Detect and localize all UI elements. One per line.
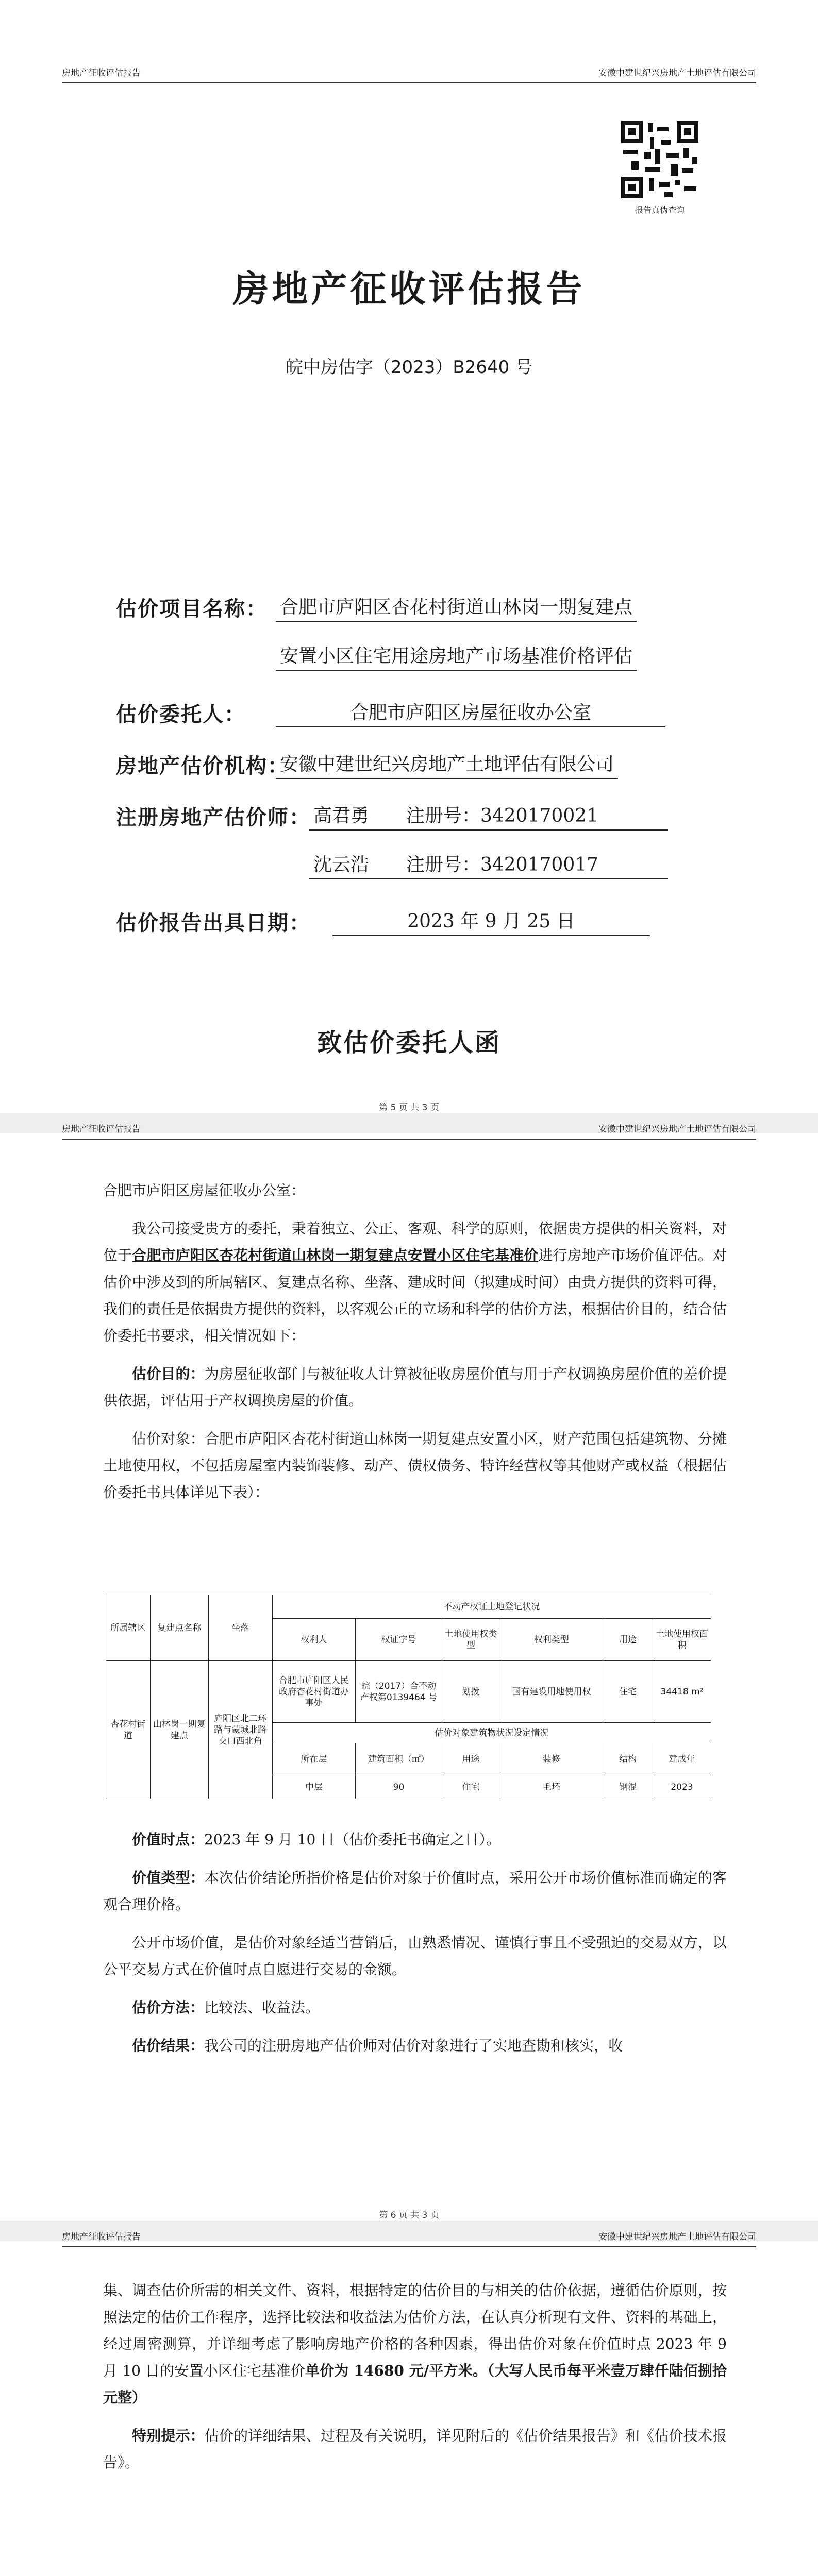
th-location: 坐落 [208,1595,272,1661]
intro-text-a: 我公司接受贵方的委托，秉着独立、公正、客观、科学的原则，依据贵方提供的相关资料，对位于 [103,1220,727,1264]
letter-body-1 [103,1177,727,1506]
running-header-2 [62,1118,756,1140]
paragraph-intro [103,1215,727,1349]
result-unit-price: 单价为 14680 元/平方米 [305,2362,473,2379]
th-floor: 所在层 [272,1743,356,1775]
paragraph-method [103,1994,727,2021]
report-number: 皖中房估字（2023）B2640 号 [285,357,533,378]
paragraph-special [103,2422,727,2476]
td-owner: 合肥市庐阳区人民政府杏花村街道办事处 [272,1661,356,1723]
result-capital: 。（大写人民币每平米壹万肆仟陆佰捌拾元整） [103,2362,727,2406]
result-label: 估价结果： [132,2037,205,2054]
estimate-object-table [106,1595,711,1799]
appraiser-label: 注册房地产估价师： [116,806,311,829]
purpose-text: 为房屋征收部门与被征收人计算被征收房屋价值与用于产权调换房屋价值的差价提供依据，评估用于产权调换房屋的价值。 [103,1365,727,1409]
td-build-area: 90 [356,1775,442,1799]
value-type-text: 本次估价结论所指价格是估价对象于价值时点，采用公开市场价值标准而确定的客观合理价格。 [103,1869,727,1913]
running-header-3 [62,2226,756,2247]
th-year: 建成年 [653,1743,711,1775]
qr-code[interactable] [621,121,698,198]
td-land-area: 34418 m² [653,1661,711,1723]
appraiser-1: 高君勇 注册号：3420170021 [309,801,668,831]
letter-title: 致估价委托人函 [316,1028,501,1057]
result-text-b: 集、调查估价所需的相关文件、资料，根据特定的估价目的与相关的估价依据，遵循估价原则，按照法定的估价工作程序，选择比较法和收益法为估价方法，在认真分析现有文件、资料的基础上，经过周密测算，并详细考虑了影响房地产价格的各种因素，得出估价对象在价值时点 2023 年 9 月 10 日的安置小区住宅基准价 [103,2282,727,2379]
appraiser-2: 沈云浩 注册号：3420170017 [309,850,668,879]
intro-subject: 合肥市庐阳区杏花村街道山林岗一期复建点安置小区住宅基准价 [132,1247,539,1264]
header-right: 安徽中建世纪兴房地产土地评估有限公司 [598,2232,756,2242]
td-land-type: 划拨 [442,1661,500,1723]
th-build-status: 估价对象建筑物状况设定情况 [272,1723,711,1743]
header-left: 房地产征收评估报告 [62,1124,141,1134]
salutation: 合肥市庐阳区房屋征收办公室： [103,1182,306,1199]
value-date-label: 价值时点： [132,1831,205,1848]
th-struct [603,1743,653,1775]
header-left: 房地产征收评估报告 [62,2232,141,2242]
client-label: 估价委托人： [116,703,246,726]
report-title: 房地产征收评估报告 [232,267,586,310]
th-build-area: 建筑面积（㎡） [356,1743,442,1775]
th-land-type: 土地使用权类型 [442,1619,500,1661]
td-decor: 毛坯 [500,1775,603,1799]
td-cert: 皖（2017）合不动产权第0139464 号 [356,1661,442,1723]
th-cert: 权证字号 [356,1619,442,1661]
method-text: 比较法、收益法。 [204,1999,320,2016]
value-type-label: 价值类型： [132,1869,205,1886]
td-location: 庐阳区北二环路与蒙城北路交口西北角 [208,1661,272,1799]
special-text: 估价的详细结果、过程及有关说明，详见附后的《估价结果报告》和《估价技术报告》。 [103,2427,727,2471]
td-use: 住宅 [442,1775,500,1799]
page-number-6: 第 6 页 共 3 页 [379,2210,439,2221]
td-district: 杏花村街道 [106,1661,151,1799]
special-label: 特别提示： [132,2427,205,2444]
td-year: 2023 [653,1775,711,1799]
letter-body-2 [103,1826,727,2059]
header-right: 安徽中建世纪兴房地产土地评估有限公司 [598,68,756,78]
header-left: 房地产征收评估报告 [62,68,141,78]
page-number-5: 第 5 页 共 3 页 [379,1103,439,1113]
agency-value: 安徽中建世纪兴房地产土地评估有限公司 [276,750,618,779]
agency-label: 房地产估价机构： [116,754,289,778]
project-value-line1: 合肥市庐阳区杏花村街道山林岗一期复建点 [276,592,637,622]
th-decor: 装修 [500,1743,603,1775]
intro-text-c: 进行房地产市场价值评估。对估价中涉及到的所属辖区、复建点名称、坐落、建成时间（拟建成时间）由贵方提供的资料可得，我们的责任是依据贵方提供的资料，以客观公正的立场和科学的估价方法，根据估价目的，结合估价委托书要求，相关情况如下： [103,1247,727,1344]
th-struct-text: 结构 [619,1754,637,1765]
running-header [62,62,756,83]
th-owner: 权利人 [272,1619,356,1661]
date-value: 2023 年 9 月 25 日 [332,907,650,936]
paragraph-object [103,1426,727,1506]
paragraph-result-start [103,2032,727,2059]
paragraph-value-date [103,1826,727,1853]
result-text-a: 我公司的注册房地产估价师对估价对象进行了实地查勘和核实，收 [204,2037,623,2054]
object-text: 估价对象：合肥市庐阳区杏花村街道山林岗一期复建点安置小区，财产范围包括建筑物、分摊土地使用权，不包括房屋室内装饰装修、动产、债权债务、特许经营权等其他财产或权益（根据估价委托书具体详见下表）： [103,1430,727,1501]
paragraph-result-cont [103,2277,727,2411]
paragraph-value-type [103,1865,727,1918]
letter-body-3 [103,2277,727,2476]
th-project: 复建点名称 [150,1595,208,1661]
td-struct: 钢混 [603,1775,653,1799]
method-label: 估价方法： [132,1999,205,2016]
purpose-label: 估价目的： [132,1365,205,1382]
date-label: 估价报告出具日期： [116,911,311,935]
th-district: 所属辖区 [106,1595,151,1661]
td-project: 山林岗一期复建点 [150,1661,208,1799]
th-usage: 用途 [603,1619,653,1661]
header-right: 安徽中建世纪兴房地产土地评估有限公司 [598,1124,756,1134]
project-label: 估价项目名称： [116,597,268,621]
value-date-text: 2023 年 9 月 10 日（估价委托书确定之日）。 [204,1831,501,1848]
project-value-line2: 安置小区住宅用途房地产市场基准价格评估 [276,641,637,671]
td-usage: 住宅 [603,1661,653,1723]
th-use: 用途 [442,1743,500,1775]
td-right-type: 国有建设用地使用权 [500,1661,603,1723]
paragraph-market-value [103,1929,727,1983]
th-land-rights: 不动产权证土地登记状况 [272,1595,711,1619]
th-right-type: 权利类型 [500,1619,603,1661]
th-land-area: 土地使用权面积 [653,1619,711,1661]
market-value-text: 公开市场价值，是估价对象经适当营销后，由熟悉情况、谨慎行事且不受强迫的交易双方，以公平交易方式在价值时点自愿进行交易的金额。 [103,1934,727,1978]
paragraph-purpose [103,1361,727,1414]
client-value: 合肥市庐阳区房屋征收办公室 [276,698,665,727]
qr-caption: 报告真伪查询 [635,205,685,215]
td-floor: 中层 [272,1775,356,1799]
